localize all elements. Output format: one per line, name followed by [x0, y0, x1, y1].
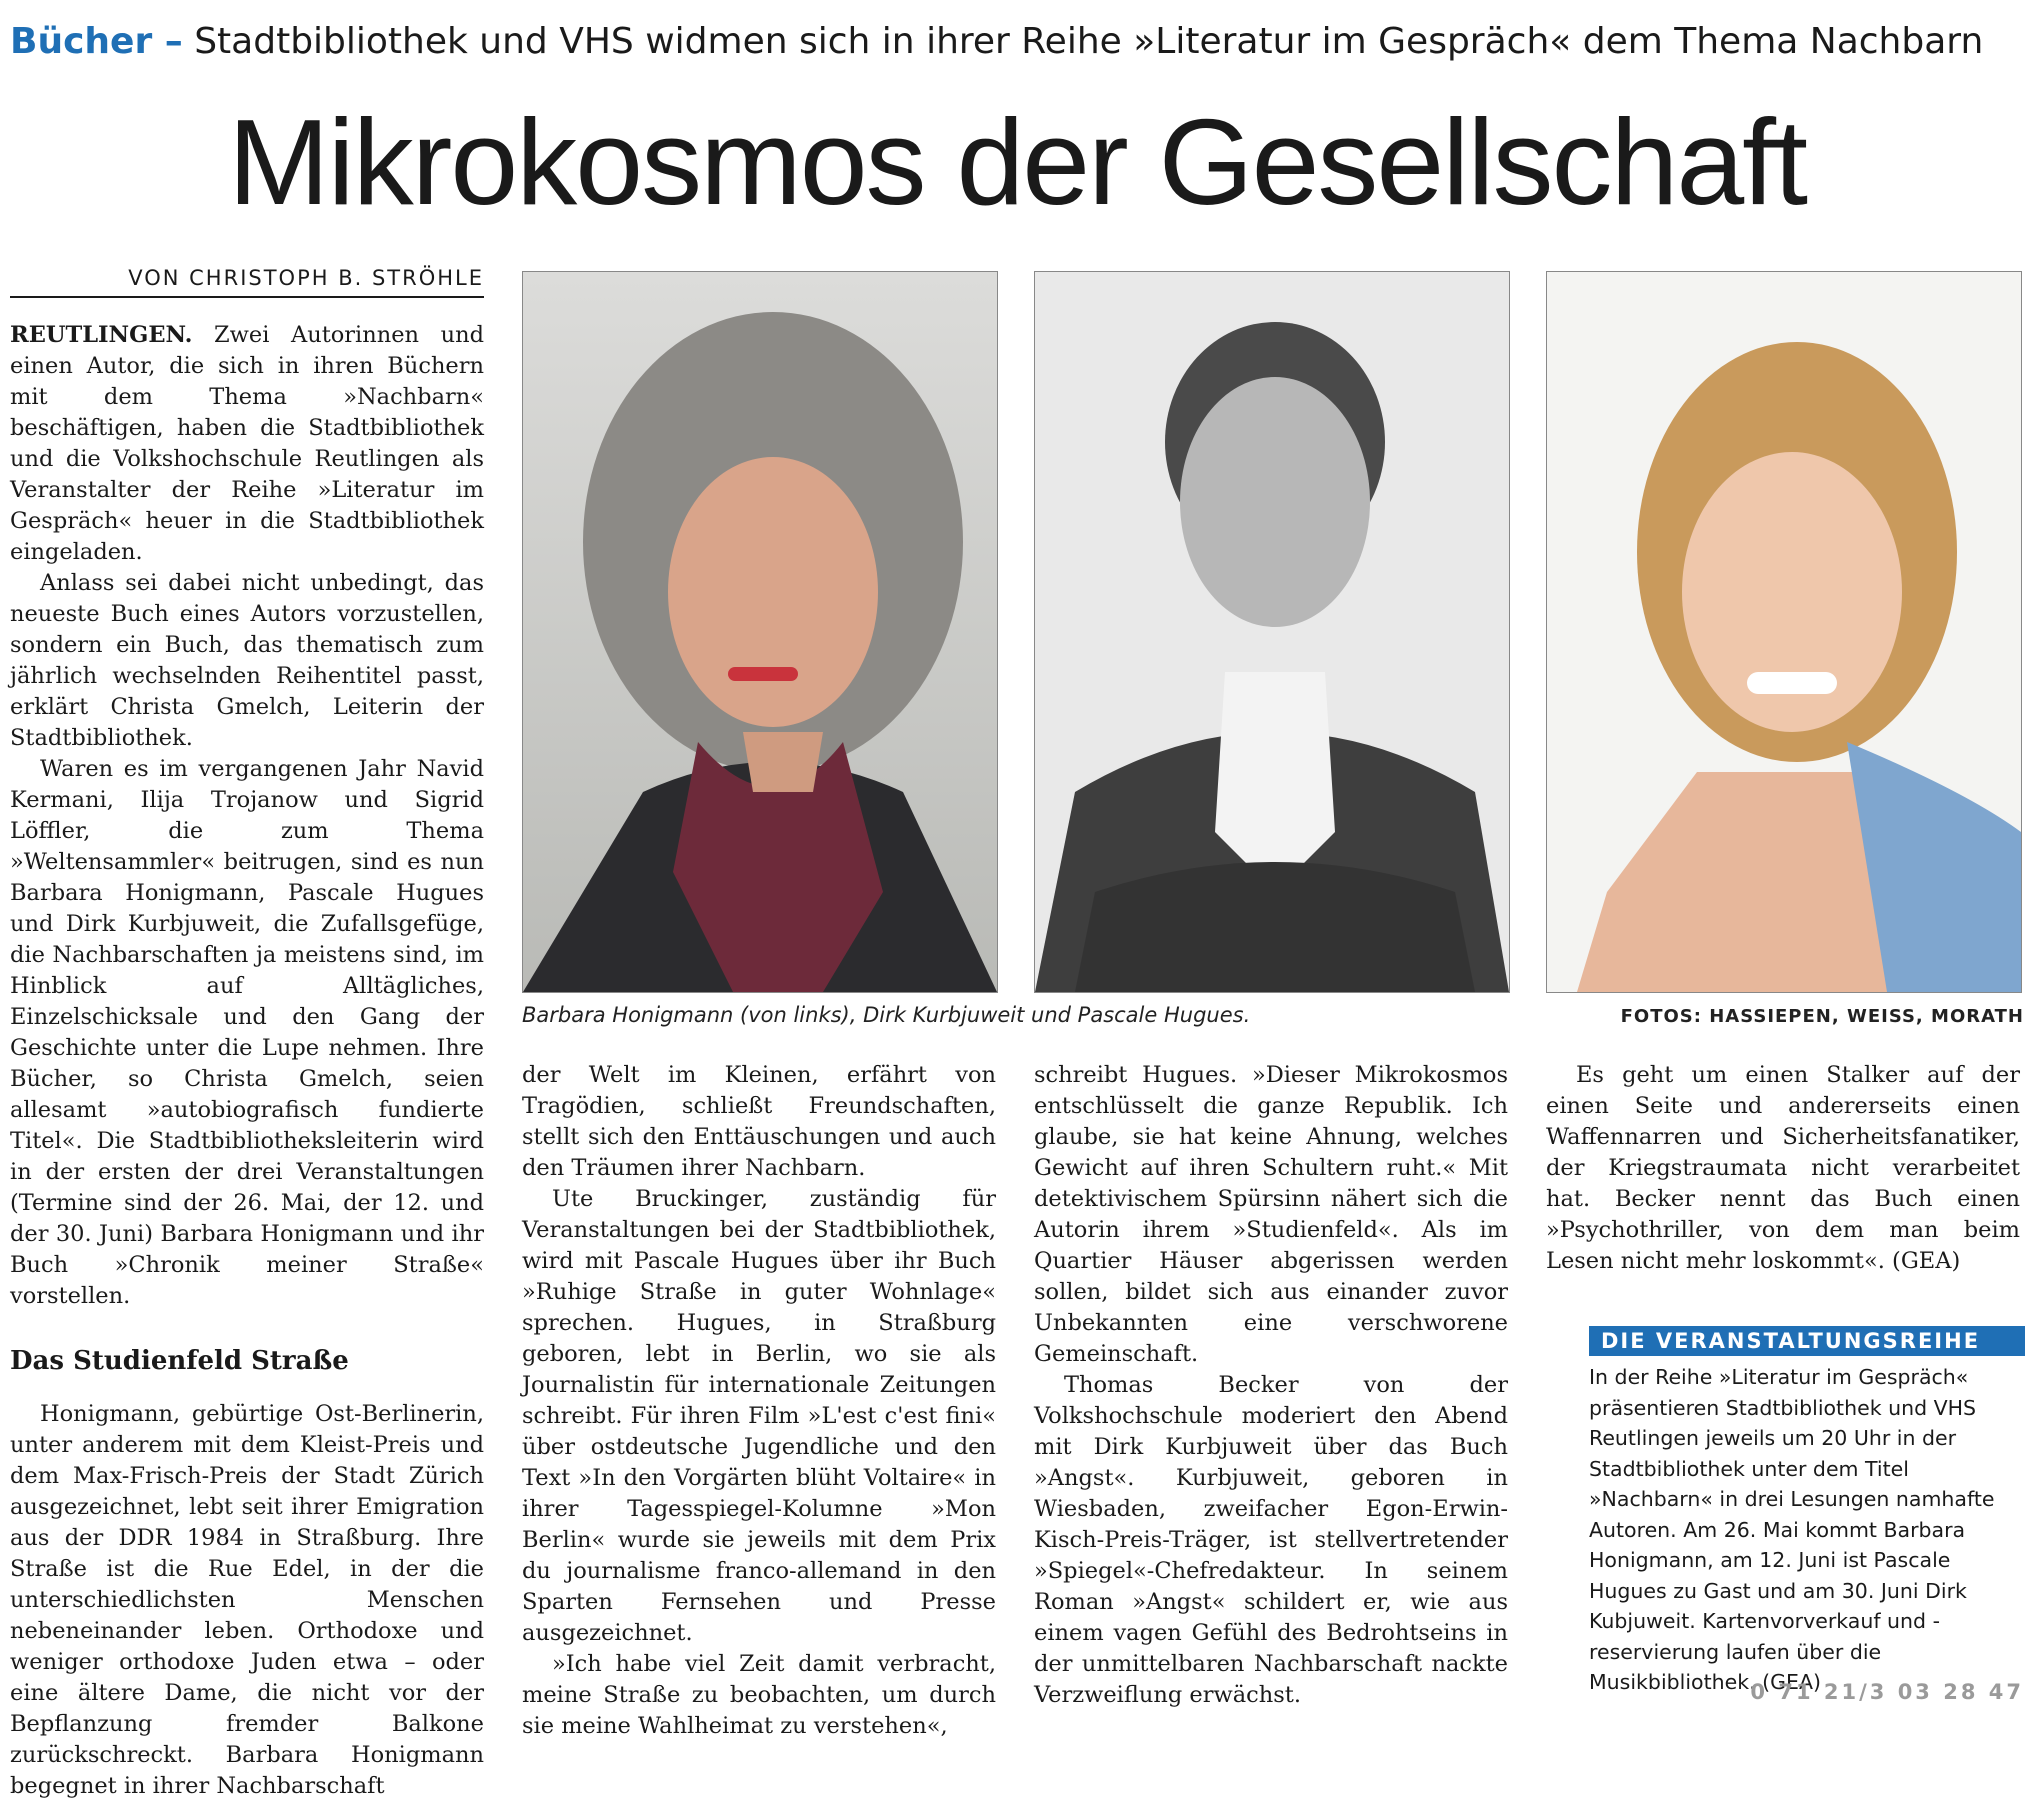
phone-number: 0 71 21/3 03 28 47	[1750, 1680, 2024, 1704]
article-column-1	[10, 320, 484, 1802]
article-column-4	[1546, 1060, 2020, 1277]
article-paragraph: REUTLINGEN. Zwei Autorinnen und einen Autor, die sich in ihren Büchern mit dem Thema »Nachbarn« beschäftigen, haben die Stadtbibliothek und die Volkshochschule Reutlingen als Veranstalter der Reihe »Literatur im Gespräch« heuer in die Stadtbibliothek eingeladen.	[10, 322, 484, 565]
infobox-title: DIE VERANSTALTUNGSREIHE	[1589, 1326, 2025, 1356]
headline: Mikrokosmos der Gesellschaft	[228, 94, 1806, 230]
article-paragraph: Thomas Becker von der Volkshochschule moderiert den Abend mit Dirk Kurbjuweit über das Buch »Angst«. Kurbjuweit, geboren in Wiesbaden, zweifacher Egon-Erwin-Kisch-Preis-Träger, ist stellvertretender »Spiegel«-Chefredakteur. In seinem Roman »Angst« schildert er, wie aus einem vagen Gefühl des Bedrohtseins in der unmittelbaren Nachbarschaft nackte Verzweiflung erwächst.	[1034, 1372, 1508, 1708]
photo-credit: FOTOS: HASSIEPEN, WEISS, MORATH	[1620, 1006, 2024, 1027]
article-paragraph: Waren es im vergangenen Jahr Navid Kermani, Ilija Trojanow und Sigrid Löffler, die zum Thema »Weltensammler« beitrugen, sind es nun Barbara Honigmann, Pascale Hugues und Dirk Kurbjuweit, die Zufallsgefüge, die Nachbarschaften ja meistens sind, im Hinblick auf Alltägliches, Einzelschicksale und den Gang der Geschichte unter die Lupe nehmen. Ihre Bücher, so Christa Gmelch, seien allesamt »autobiografisch fundierte Titel«. Die Stadtbibliotheksleiterin wird in der ersten der drei Veranstaltungen (Termine sind der 26. Mai, der 12. und der 30. Juni) Barbara Honigmann und ihr Buch »Chronik meiner Straße« vorstellen.	[10, 756, 484, 1309]
kicker-topic: Bücher –	[10, 21, 183, 62]
kicker-text: Stadtbibliothek und VHS widmen sich in ihrer Reihe »Literatur im Gespräch« dem Thema Nachbarn	[194, 21, 1984, 62]
portrait-illustration-1	[523, 272, 997, 992]
article-column-2	[522, 1060, 996, 1742]
portrait-illustration-3	[1547, 272, 2021, 992]
article-paragraph: Honigmann, gebürtige Ost-Berlinerin, unter anderem mit dem Kleist-Preis und dem Max-Frisch-Preis der Stadt Zürich ausgezeichnet, lebt seit ihrer Emigration aus der DDR 1984 in Straßburg. Ihre Straße ist die Rue Edel, in der die unterschiedlichsten Menschen nebeneinander leben. Orthodoxe und weniger orthodoxe Juden etwa – oder eine ältere Dame, die nicht vor der Bepflanzung fremder Balkone zurückschreckt. Barbara Honigmann begegnet in ihrer Nachbarschaft	[10, 1401, 484, 1799]
photo-pascale-hugues	[1546, 271, 2022, 993]
dateline: REUTLINGEN.	[10, 322, 193, 348]
photo-dirk-kurbjuweit	[1034, 271, 1510, 993]
article-paragraph: Es geht um einen Stalker auf der einen Seite und andererseits einen Waffennarren und Sicherheitsfanatiker, der Kriegstraumata nicht verarbeitet hat. Becker nennt das Buch einen »Psychothriller, von dem man beim Lesen nicht mehr loskommt«. (GEA)	[1546, 1062, 2020, 1274]
article-paragraph: Anlass sei dabei nicht unbedingt, das neueste Buch eines Autors vorzustellen, sondern ein Buch, das thematisch zum jährlich wechselnden Reihentitel passt, erklärt Christa Gmelch, Leiterin der Stadtbibliothek.	[10, 570, 484, 751]
byline: VON CHRISTOPH B. STRÖHLE	[10, 266, 484, 298]
photo-barbara-honigmann	[522, 271, 998, 993]
photo-caption: Barbara Honigmann (von links), Dirk Kurbjuweit und Pascale Hugues.	[522, 1003, 1251, 1027]
infobox-body: In der Reihe »Literatur im Gespräch« präsentieren Stadtbibliothek und VHS Reutlingen jeweils um 20 Uhr in der Stadtbibliothek unter dem Titel »Nachbarn« in drei Lesungen namhafte Autoren. Am 26. Mai kommt Barbara Honigmann, am 12. Juni ist Pascale Hugues zu Gast und am 30. Juni Dirk Kubjuweit. Kartenvorverkauf und -reservierung laufen über die Musikbibliothek. (GEA)	[1589, 1365, 1995, 1694]
article-paragraph: Ute Bruckinger, zuständig für Veranstaltungen bei der Stadtbibliothek, wird mit Pascale Hugues über ihr Buch »Ruhige Straße in guter Wohnlage« sprechen. Hugues, in Straßburg geboren, lebt in Berlin, wo sie als Journalistin für internationale Zeitungen schreibt. Für ihren Film »L'est c'est fini« über ostdeutsche Jugendliche und den Text »In den Vorgärten blüht Voltaire« in ihrer Tagesspiegel-Kolumne »Mon Berlin« wurde sie jeweils mit dem Prix du journalisme franco-allemand in den Sparten Fernsehen und Presse ausgezeichnet.	[522, 1186, 996, 1646]
kicker-line	[10, 18, 2024, 66]
article-paragraph: »Ich habe viel Zeit damit verbracht, meine Straße zu beobachten, um durch sie meine Wahlheimat zu verstehen«,	[522, 1651, 996, 1739]
portrait-illustration-2	[1035, 272, 1509, 992]
subhead: Das Studienfeld Straße	[10, 1346, 349, 1376]
article-paragraph: der Welt im Kleinen, erfährt von Tragödien, schließt Freundschaften, stellt sich den Enttäuschungen und auch den Träumen ihrer Nachbarn.	[522, 1062, 996, 1181]
article-paragraph: schreibt Hugues. »Dieser Mikrokosmos entschlüsselt die ganze Republik. Ich glaube, sie hat keine Ahnung, welches Gewicht auf ihren Schultern ruht.« Mit detektivischem Spürsinn nähert sich die Autorin ihrem »Studienfeld«. Als im Quartier Häuser abgerissen werden sollen, bildet sich aus einander zuvor Unbekannten eine verschworene Gemeinschaft.	[1034, 1062, 1508, 1367]
article-column-3	[1034, 1060, 1508, 1711]
